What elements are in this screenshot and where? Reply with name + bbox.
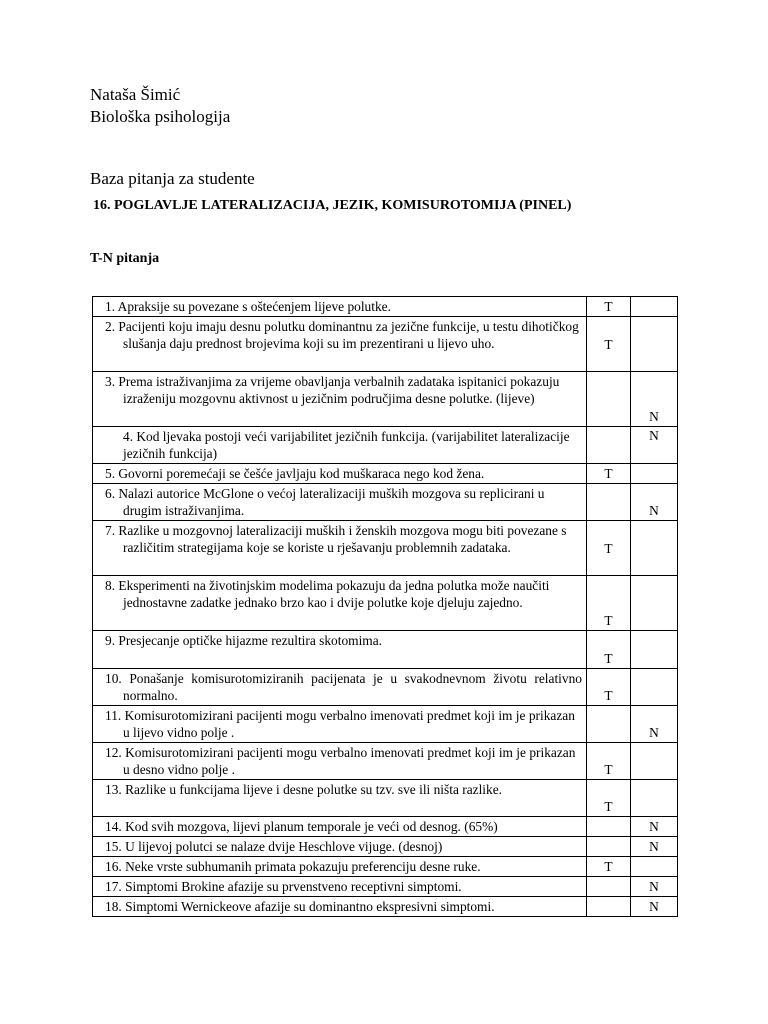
answer-false: N bbox=[631, 897, 678, 917]
table-row bbox=[93, 897, 678, 917]
answer-true: T bbox=[587, 780, 631, 817]
answer-false: N bbox=[631, 484, 678, 521]
table-row bbox=[93, 780, 678, 817]
answer-true bbox=[587, 706, 631, 743]
answer-false bbox=[631, 297, 678, 317]
answer-false: N bbox=[631, 877, 678, 897]
answer-false bbox=[631, 317, 678, 372]
question-text: 5. Govorni poremećaji se češće javljaju kod muškaraca nego kod žena. bbox=[93, 464, 587, 484]
table-row bbox=[93, 576, 678, 631]
question-text: 12. Komisurotomizirani pacijenti mogu verbalno imenovati predmet koji im je prikazan u desno vidno polje . bbox=[93, 743, 587, 780]
answer-true: T bbox=[587, 743, 631, 780]
answer-true bbox=[587, 817, 631, 837]
answer-false bbox=[631, 743, 678, 780]
question-text: 9. Presjecanje optičke hijazme rezultira skotomima. bbox=[93, 631, 587, 669]
question-text: 2. Pacijenti koju imaju desnu polutku dominantnu za jezične funkcije, u testu dihotičkog slušanja daju prednost brojevima koji su im prezentirani u lijevo uho. bbox=[93, 317, 587, 372]
document-subtitle: Baza pitanja za studente bbox=[90, 169, 255, 188]
answer-false: N bbox=[631, 372, 678, 427]
question-text: 8. Eksperimenti na životinjskim modelima pokazuju da jedna polutka može naučiti jednostavne zadatke jednako brzo kao i dvije polutke koje djeluju zajedno. bbox=[93, 576, 587, 631]
answer-false bbox=[631, 576, 678, 631]
author-name: Nataša Šimić bbox=[90, 85, 181, 104]
answer-true: T bbox=[587, 317, 631, 372]
table-row bbox=[93, 297, 678, 317]
questions-table bbox=[92, 296, 678, 917]
question-text: 13. Razlike u funkcijama lijeve i desne polutke su tzv. sve ili ništa razlike. bbox=[93, 780, 587, 817]
answer-false: N bbox=[631, 706, 678, 743]
answer-true: T bbox=[587, 669, 631, 706]
answer-true: T bbox=[587, 631, 631, 669]
question-text: 7. Razlike u mozgovnoj lateralizaciji muških i ženskih mozgova mogu biti povezane s različitim strategijama koje se koriste u rješavanju problemnih zadataka. bbox=[93, 521, 587, 576]
table-row bbox=[93, 317, 678, 372]
question-text: 4. Kod ljevaka postoji veći varijabilitet jezičnih funkcija. (varijabilitet lateralizacije jezičnih funkcija) bbox=[93, 427, 587, 464]
table-row bbox=[93, 706, 678, 743]
answer-false bbox=[631, 857, 678, 877]
question-text: 6. Nalazi autorice McGlone o većoj lateralizaciji muških mozgova su replicirani u drugim istraživanjima. bbox=[93, 484, 587, 521]
answer-true: T bbox=[587, 857, 631, 877]
table-row bbox=[93, 877, 678, 897]
table-row bbox=[93, 372, 678, 427]
question-text: 16. Neke vrste subhumanih primata pokazuju preferenciju desne ruke. bbox=[93, 857, 587, 877]
question-text: 10. Ponašanje komisurotomiziranih pacijenata je u svakodnevnom životu relativno normalno. bbox=[93, 669, 587, 706]
answer-false: N bbox=[631, 817, 678, 837]
section-title: T-N pitanja bbox=[90, 251, 160, 266]
answer-false: N bbox=[631, 837, 678, 857]
answer-true: T bbox=[587, 576, 631, 631]
answer-false: N bbox=[631, 427, 678, 464]
answer-false bbox=[631, 780, 678, 817]
table-row bbox=[93, 521, 678, 576]
table-row bbox=[93, 837, 678, 857]
author-block bbox=[90, 84, 230, 128]
question-text: 1. Apraksije su povezane s oštećenjem lijeve polutke. bbox=[93, 297, 587, 317]
question-text: 11. Komisurotomizirani pacijenti mogu verbalno imenovati predmet koji im je prikazan u lijevo vidno polje . bbox=[93, 706, 587, 743]
answer-true bbox=[587, 427, 631, 464]
question-text: 3. Prema istraživanjima za vrijeme obavljanja verbalnih zadataka ispitanici pokazuju izraženiju mozgovnu aktivnost u jezičnim područjima desne polutke. (lijeve) bbox=[93, 372, 587, 427]
answer-false bbox=[631, 631, 678, 669]
question-text: 18. Simptomi Wernickeove afazije su dominantno ekspresivni simptomi. bbox=[93, 897, 587, 917]
answer-false bbox=[631, 464, 678, 484]
table-row bbox=[93, 743, 678, 780]
answer-true: T bbox=[587, 521, 631, 576]
table-row bbox=[93, 464, 678, 484]
table-row bbox=[93, 484, 678, 521]
question-text: 15. U lijevoj polutci se nalaze dvije Heschlove vijuge. (desnoj) bbox=[93, 837, 587, 857]
table-row bbox=[93, 427, 678, 464]
table-row bbox=[93, 631, 678, 669]
table-row bbox=[93, 669, 678, 706]
question-text: 17. Simptomi Brokine afazije su prvenstveno receptivni simptomi. bbox=[93, 877, 587, 897]
answer-true bbox=[587, 837, 631, 857]
answer-false bbox=[631, 521, 678, 576]
table-row bbox=[93, 817, 678, 837]
answer-true: T bbox=[587, 464, 631, 484]
course-name: Biološka psihologija bbox=[90, 107, 231, 126]
answer-true bbox=[587, 897, 631, 917]
answer-true bbox=[587, 372, 631, 427]
answer-true: T bbox=[587, 297, 631, 317]
answer-true bbox=[587, 484, 631, 521]
chapter-title: 16. POGLAVLJE LATERALIZACIJA, JEZIK, KOMISUROTOMIJA (PINEL) bbox=[93, 198, 572, 213]
answer-true bbox=[587, 877, 631, 897]
table-row bbox=[93, 857, 678, 877]
answer-false bbox=[631, 669, 678, 706]
question-text: 14. Kod svih mozgova, lijevi planum temporale je veći od desnog. (65%) bbox=[93, 817, 587, 837]
